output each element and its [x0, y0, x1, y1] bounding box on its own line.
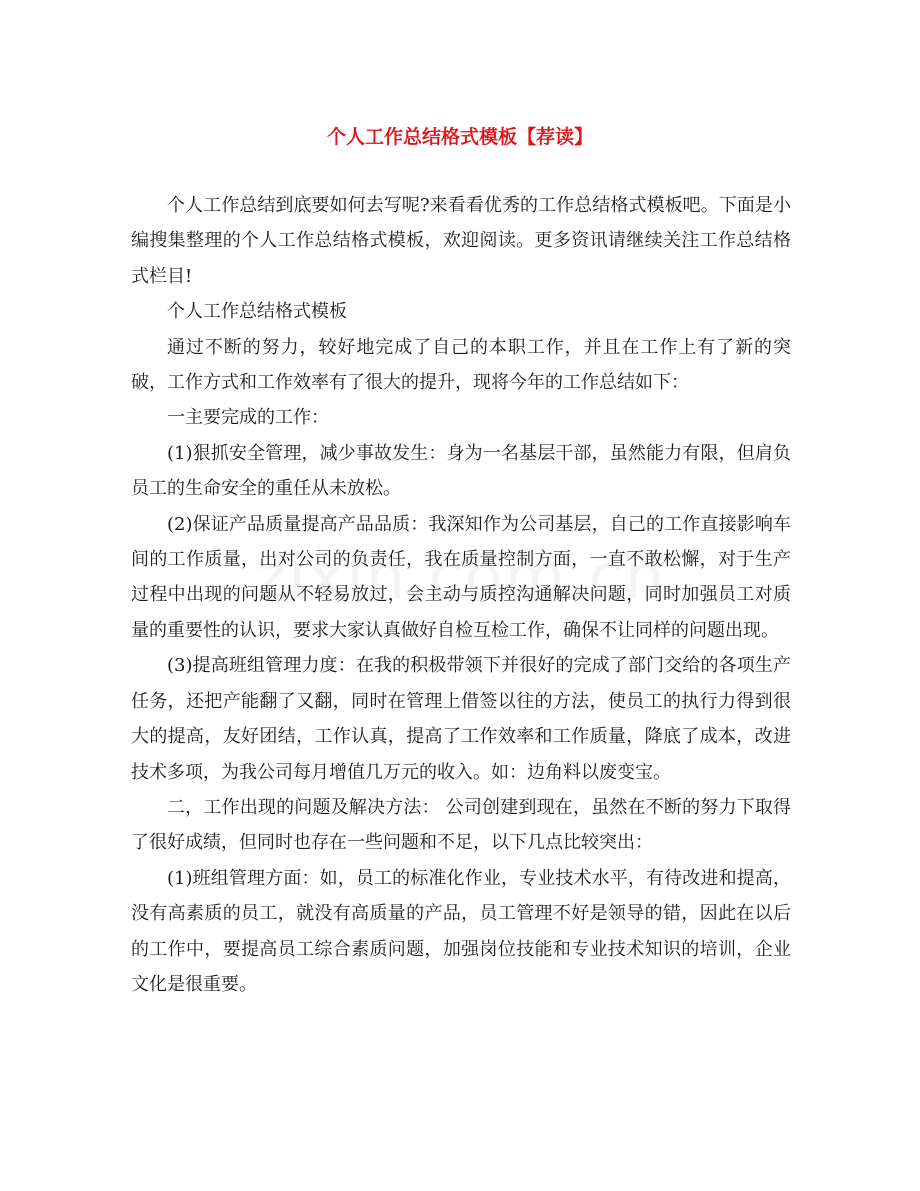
document-title: 个人工作总结格式模板【荐读】	[326, 126, 593, 148]
team-management-paragraph: (3)提高班组管理力度：在我的积极带领下并很好的完成了部门交给的各项生产任务，还把产能翻了又翻，同时在管理上借签以往的方法，使员工的执行力得到很大的提高，友好团结，工作认真，提高了工作效率和工作质量，降底了成本，改进技术多项，为我公司每月增值几万元的收入。如：边角料以废变宝。	[131, 655, 791, 783]
document-body	[131, 188, 791, 1002]
summary-paragraph: 通过不断的努力，较好地完成了自己的本职工作，并且在工作上有了新的突破，工作方式和工作效率有了很大的提升，现将今年的工作总结如下：	[131, 336, 791, 394]
intro-paragraph: 个人工作总结到底要如何去写呢?来看看优秀的工作总结格式模板吧。下面是小编搜集整理的个人工作总结格式模板，欢迎阅读。更多资讯请继续关注工作总结格式栏目!	[131, 195, 791, 287]
section-heading: 个人工作总结格式模板	[167, 301, 347, 323]
main-work-heading: 一主要完成的工作：	[167, 407, 329, 429]
problems-paragraph: 二，工作出现的问题及解决方法： 公司创建到现在，虽然在不断的努力下取得了很好成绩，但同时也存在一些问题和不足，以下几点比较突出：	[131, 796, 791, 854]
safety-paragraph: (1)狠抓安全管理，减少事故发生：身为一名基层干部，虽然能力有限，但肩负员工的生命安全的重任从未放松。	[131, 442, 791, 500]
team-issues-paragraph: (1)班组管理方面：如，员工的标准化作业，专业技术水平，有待改进和提高，没有高素质的员工，就没有高质量的产品，员工管理不好是领导的错，因此在以后的工作中，要提高员工综合素质问题，加强岗位技能和专业技术知识的培训，企业文化是很重要。	[131, 867, 791, 995]
quality-paragraph: (2)保证产品质量提高产品品质：我深知作为公司基层，自己的工作直接影响车间的工作质量，出对公司的负责任，我在质量控制方面，一直不敢松懈，对于生产过程中出现的问题从不轻易放过，会主动与质控沟通解决问题，同时加强员工对质量的重要性的认识，要求大家认真做好自检互检工作，确保不让同样的问题出现。	[131, 513, 791, 641]
